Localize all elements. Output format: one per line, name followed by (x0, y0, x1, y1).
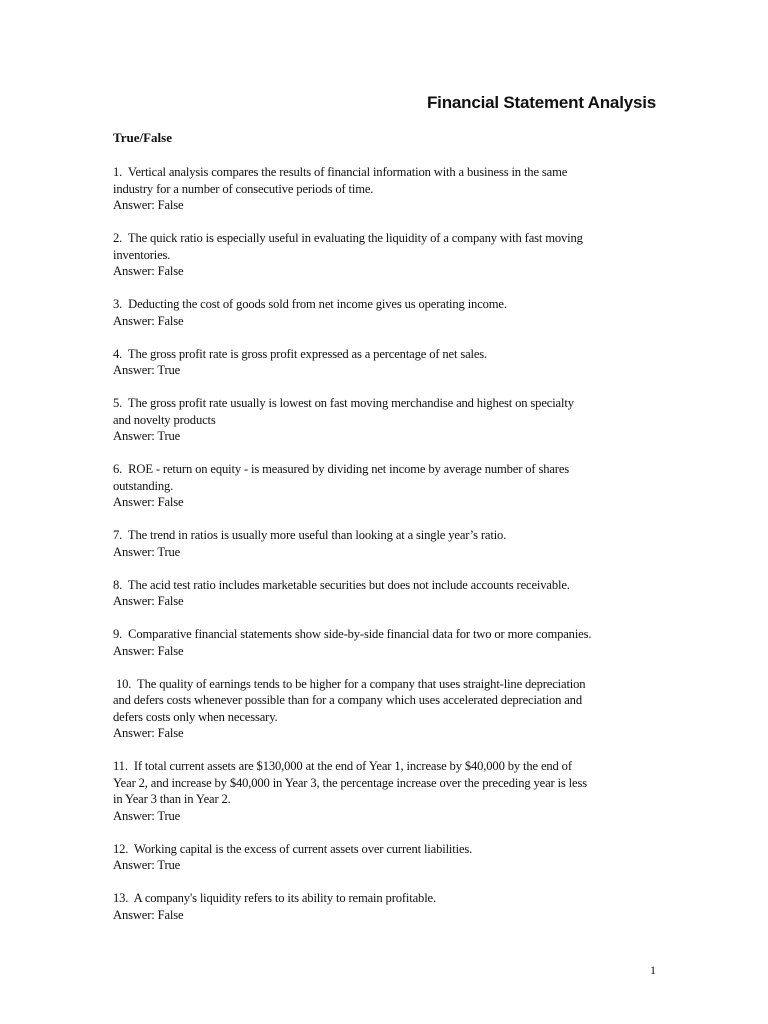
question-text: 10. The quality of earnings tends to be higher for a company that uses straight-line depreciation and defers costs whenever possible than for a company which uses accelerated depreciation and defers costs only when necessary. (113, 676, 586, 724)
question-item (113, 890, 658, 923)
question-answer: Answer: False (113, 313, 184, 328)
question-text: 8. The acid test ratio includes marketable securities but does not include accounts receivable. (113, 577, 570, 592)
question-answer: Answer: False (113, 495, 184, 509)
question-item (113, 758, 658, 824)
question-answer: Answer: True (113, 544, 181, 559)
question-answer: Answer: True (113, 429, 181, 443)
question-text: 6. ROE - return on equity - is measured by dividing net income by average number of shares outstanding. (113, 462, 570, 493)
question-text: 5. The gross profit rate usually is lowest on fast moving merchandise and highest on specialty and novelty products (113, 396, 574, 427)
question-answer: Answer: False (113, 907, 184, 922)
section-heading: True/False (113, 130, 172, 145)
question-text: 11. If total current assets are $130,000 at the end of Year 1, increase by $40,000 by the end of Year 2, and increase by $40,000 in Year 3, the percentage increase over the preceding year is less in Year 3 than in Year 2. (113, 759, 587, 806)
question-item (113, 230, 658, 280)
question-text: 12. Working capital is the excess of current assets over current liabilities. (113, 841, 473, 856)
question-text: 2. The quick ratio is especially useful in evaluating the liquidity of a company with fast moving inventories. (113, 231, 583, 262)
question-item (113, 626, 658, 659)
question-list (113, 164, 658, 940)
question-text: 13. A company's liquidity refers to its ability to remain profitable. (113, 891, 436, 905)
question-answer: Answer: False (113, 594, 184, 608)
page-number: 1 (650, 963, 656, 977)
question-answer: Answer: False (113, 198, 184, 212)
question-text: 7. The trend in ratios is usually more useful than looking at a single year’s ratio. (113, 528, 507, 542)
question-item (113, 395, 658, 445)
question-item (113, 841, 658, 874)
question-item (113, 461, 658, 511)
document-title: Financial Statement Analysis (426, 93, 656, 112)
question-item (113, 676, 658, 742)
question-text: 9. Comparative financial statements show side-by-side financial data for two or more companies. (113, 627, 592, 641)
question-text: 4. The gross profit rate is gross profit expressed as a percentage of net sales. (113, 346, 488, 361)
question-answer: Answer: False (113, 643, 184, 658)
question-text: 3. Deducting the cost of goods sold from net income gives us operating income. (113, 297, 507, 311)
question-answer: Answer: False (113, 264, 184, 278)
question-item (113, 577, 658, 610)
question-text: 1. Vertical analysis compares the results of financial information with a business in the same industry for a number of consecutive periods of time. (113, 165, 568, 196)
question-item (113, 346, 658, 379)
question-item (113, 296, 658, 329)
question-item (113, 527, 658, 560)
question-answer: Answer: False (113, 726, 184, 740)
question-answer: Answer: True (113, 858, 181, 872)
question-item (113, 164, 658, 214)
question-answer: Answer: True (113, 808, 181, 823)
question-answer: Answer: True (113, 363, 181, 377)
